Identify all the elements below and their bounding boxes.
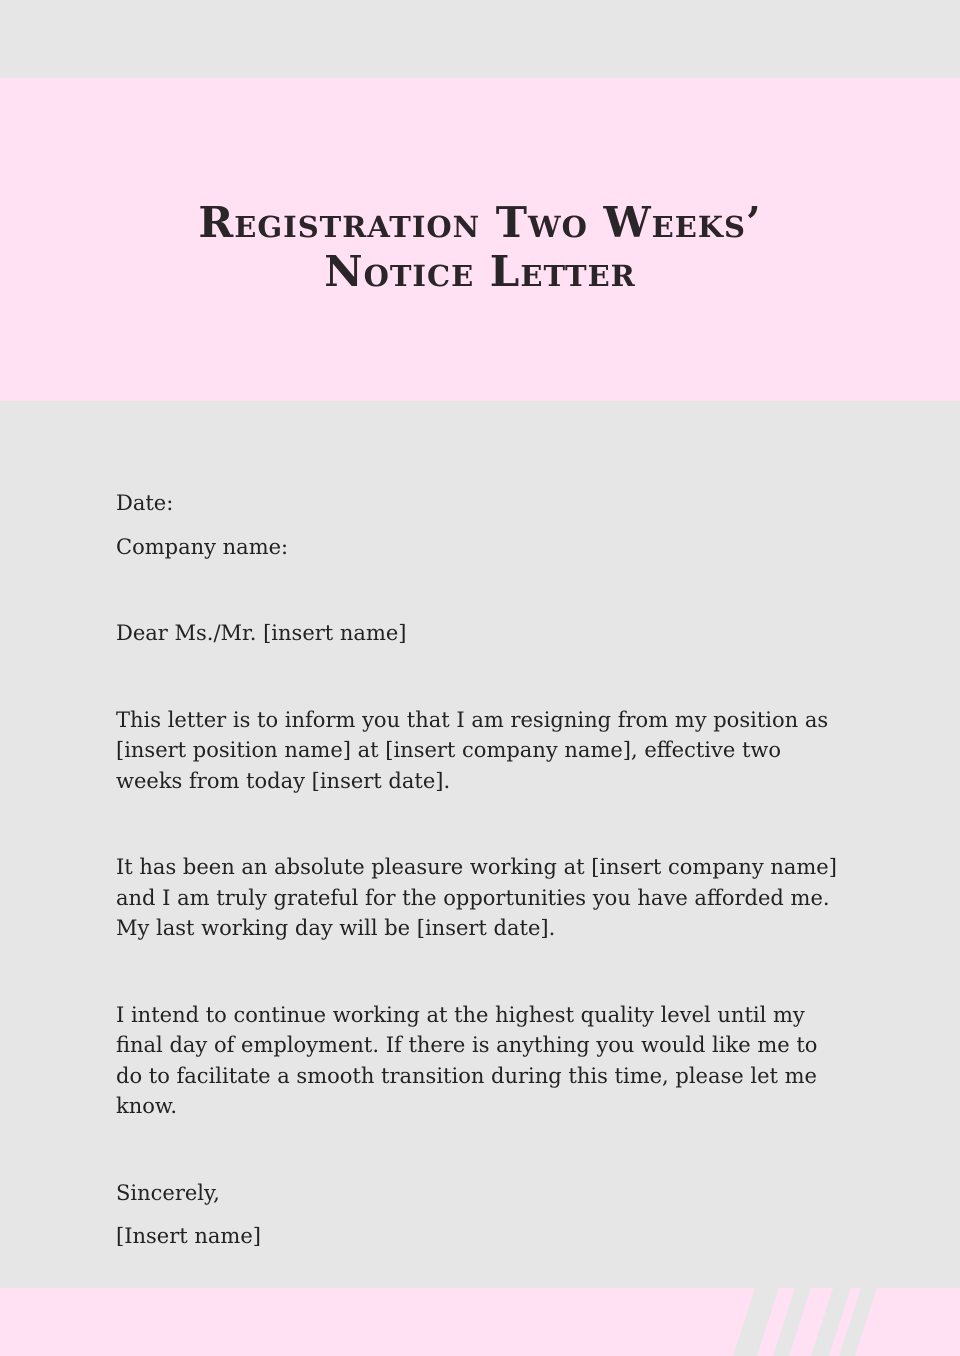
letter-body	[116, 488, 846, 1252]
company-name-label: Company name:	[116, 534, 289, 559]
stripe-2	[773, 1288, 811, 1356]
page-title	[0, 198, 960, 296]
paragraph-gratitude: It has been an absolute pleasure working at [insert company name] and I am truly grateful for the opportunities you have afforded me. My last working day will be [insert date].	[116, 855, 837, 940]
title-line-2: Notice Letter	[324, 247, 636, 296]
paragraph-resignation: This letter is to inform you that I am resigning from my position as [insert position name] at [insert company name], effective two weeks from today [insert date].	[116, 707, 829, 793]
decorative-stripes	[0, 1288, 960, 1356]
closing: Sincerely,	[116, 1180, 220, 1205]
stripe-1	[733, 1288, 779, 1356]
signature: [Insert name]	[116, 1224, 261, 1248]
date-label: Date:	[116, 491, 174, 515]
paragraph-transition: I intend to continue working at the highest quality level until my final day of employment. If there is anything you would like me to do to facilitate a smooth transition during this time, please let me know.	[116, 1002, 818, 1118]
title-line-1: Registration Two Weeks’	[198, 198, 762, 247]
salutation: Dear Ms./Mr. [insert name]	[116, 621, 407, 645]
footer-band	[0, 1288, 960, 1356]
